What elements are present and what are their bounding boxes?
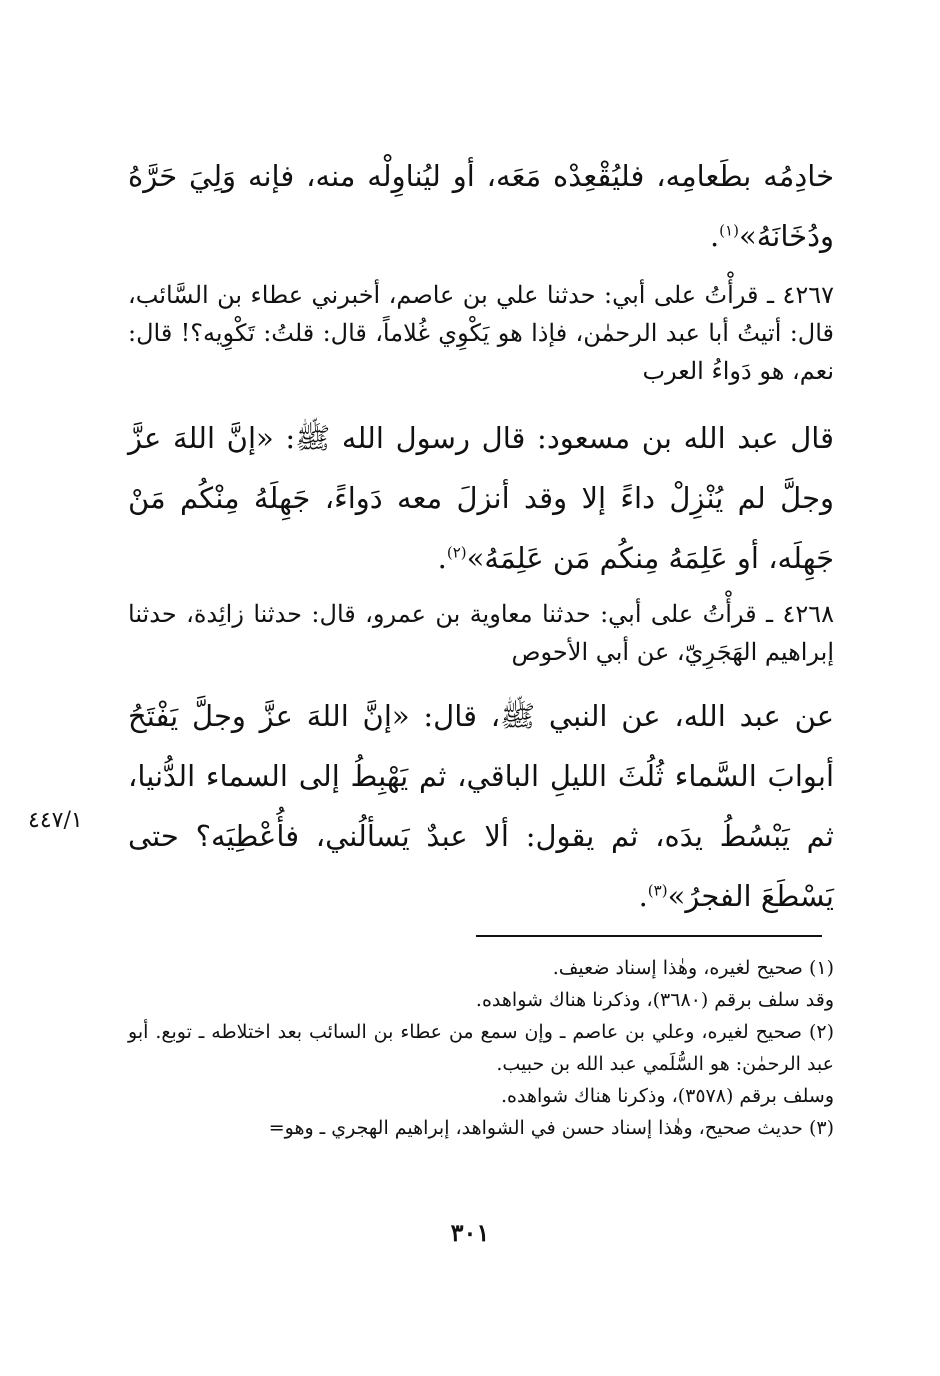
footnote-3: (٣) حديث صحيح، وهٰذا إسناد حسن في الشواهد، إبراهيم الهجري ـ وهو= [268,1117,834,1139]
footnote-ref-3[interactable]: (٣) [647,881,668,900]
page-number: ٣٠١ [450,1218,490,1247]
continuation-end: . [709,219,720,253]
footnote-1: (١) صحيح لغيره، وهٰذا إسناد ضعيف. [552,957,834,979]
matn-text: عن عبد الله، عن النبي ﷺ، قال: «إنَّ اللهَ عزَّ وجلَّ يَفْتَحُ أبوابَ السَّماء ثُلُثَ الليلِ الباقي، ثم يَهْبِطُ إلى السماء الدُّنيا، ثم يَبْسُطُ يدَه، ثم يقول: ألا عبدٌ يَسألُني، فأُعْطِيَه؟ حتى يَسْطَعَ الفجرُ» [128,699,834,913]
hadith-4268-isnad [128,595,834,671]
isnad-text: ٤٢٦٧ ـ قرأْتُ على أبي: حدثنا علي بن عاصم، أخبرني عطاء بن السَّائب، قال: أتيتُ أبا عبد الرحمٰن، فإذا هو يَكْوِي غُلاماً، قال: قلتُ: تَكْوِيه؟! قال: نعم، هو دَواءُ العرب [128,281,834,385]
footnote-2: (٢) صحيح لغيره، وعلي بن عاصم ـ وإن سمع من عطاء بن السائب بعد اختلاطه ـ توبع. أبو عبد الرحمٰن: هو السُّلَمي عبد الله بن حبيب. [128,1021,834,1075]
footnote-ref-1[interactable]: (١) [719,221,739,240]
isnad-text: ٤٢٦٨ ـ قرأْتُ على أبي: حدثنا معاوية بن عمرو، قال: حدثنا زائِدة، حدثنا إبراهيم الهَجَرِيّ، عن أبي الأحوص [128,600,834,666]
footnote-2-continuation: وسلف برقم (٣٥٧٨)، وذكرنا هناك شواهده. [501,1085,834,1107]
matn-text: قال عبد الله بن مسعود: قال رسول الله ﷺ: «إنَّ اللهَ عزَّ وجلَّ لم يُنْزِلْ داءً إلا وقد أنزلَ معه دَواءً، جَهِلَهُ مِنْكُم مَنْ جَهِلَه، أو عَلِمَهُ مِنكُم مَن عَلِمَهُ» [128,421,834,575]
footnote-1-continuation: وقد سلف برقم (٣٦٨٠)، وذكرنا هناك شواهده. [475,989,834,1011]
continuation-paragraph [128,146,834,266]
matn-end: . [437,541,447,575]
footnotes-section [128,952,834,1144]
footnote-ref-2[interactable]: (٢) [446,543,467,562]
footnote-separator [476,935,822,937]
hadith-4267-isnad [128,276,834,390]
hadith-4268-matn [128,686,834,926]
matn-end: . [638,879,648,913]
hadith-4267-matn [128,408,834,588]
continuation-text: خادِمُه بطَعامِه، فليُقْعِدْه مَعَه، أو ليُناوِلْه منه، فإنه وَلِيَ حَرَّهُ ودُخَانَهُ» [128,159,834,253]
margin-volume-page-reference: ٤٤٧/١ [28,808,83,833]
